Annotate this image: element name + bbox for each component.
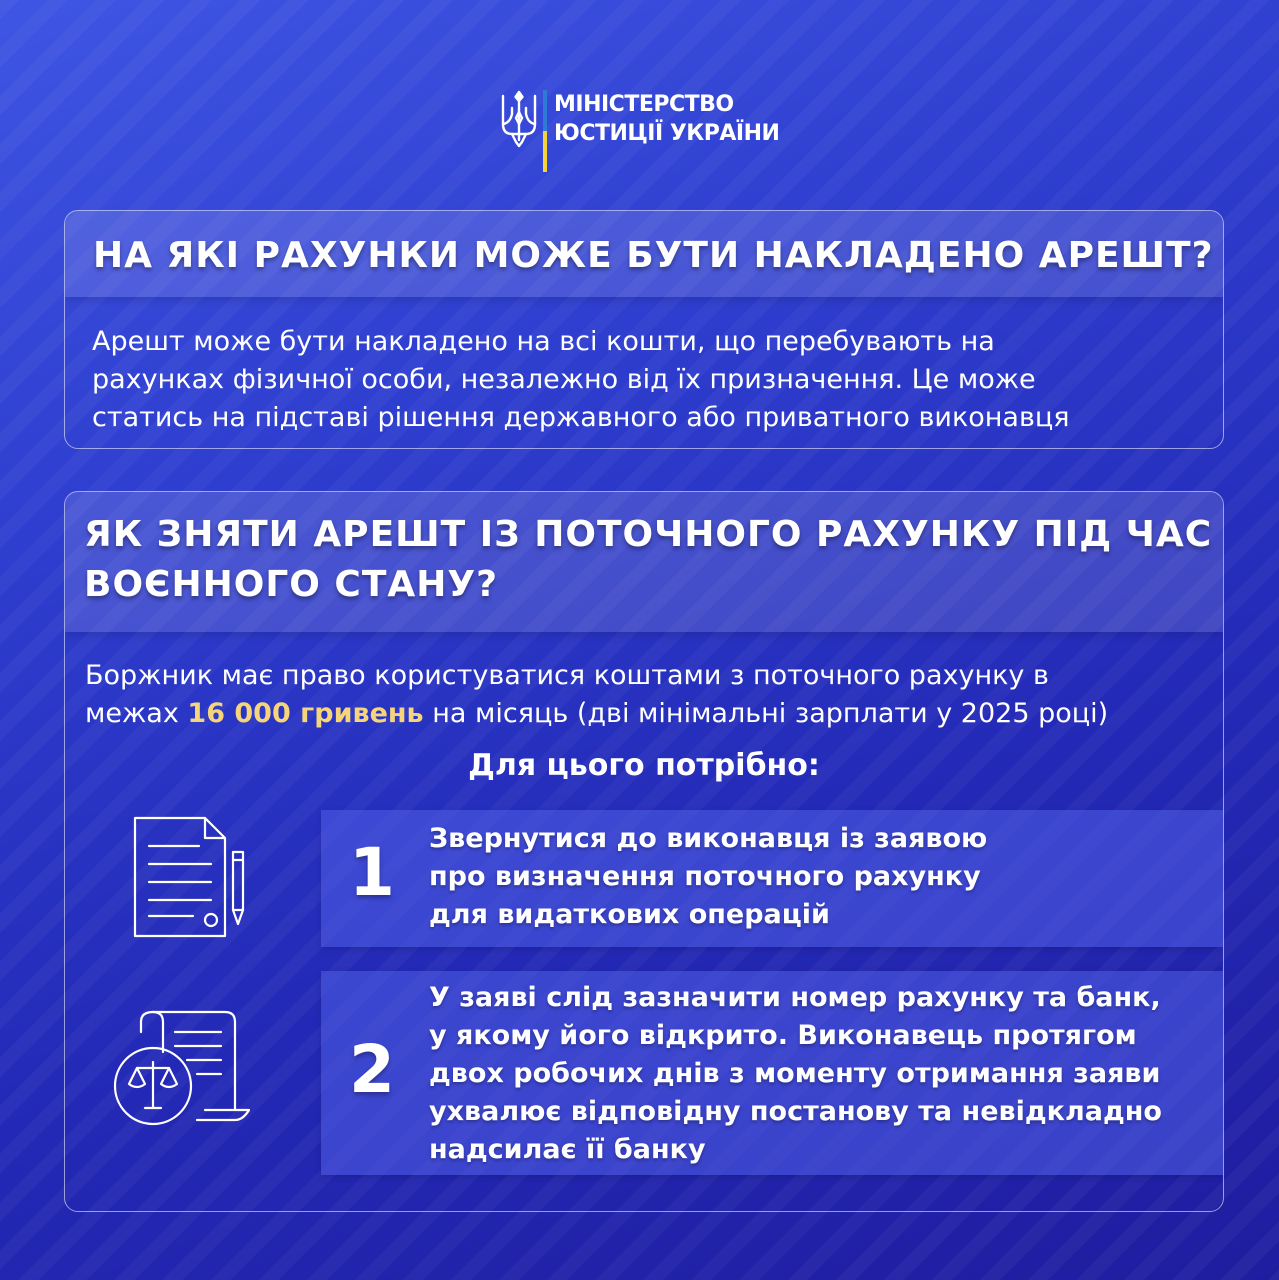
step-2: [321, 971, 1224, 1175]
section2-title-line: ЯК ЗНЯТИ АРЕШТ ІЗ ПОТОЧНОГО РАХУНКУ ПІД ЧАС: [84, 514, 1213, 555]
step-text: [429, 820, 987, 934]
amount-highlight: 16 000 гривень: [187, 698, 424, 729]
step-line: для видаткових операцій: [429, 899, 830, 930]
body-prefix: межах: [85, 698, 179, 729]
law-scroll-scales-icon: [109, 1002, 259, 1132]
section1-body: [92, 323, 1070, 437]
section-remove-arrest: [64, 491, 1224, 1212]
step-number: 2: [349, 1031, 395, 1108]
body-suffix: на місяць (дві мінімальні зарплати у 2025 році): [432, 698, 1109, 729]
section1-body-line: Арешт може бути накладено на всі кошти, що перебувають на: [92, 326, 995, 357]
step-line: ухвалює відповідну постанову та невідкладно: [429, 1096, 1162, 1127]
ministry-header: [500, 90, 800, 180]
step-line: Звернутися до виконавця із заявою: [429, 823, 988, 854]
section-which-accounts: [64, 210, 1224, 449]
needed-label: Для цього потрібно:: [468, 748, 820, 783]
section1-body-line: статись на підставі рішення державного або приватного виконавця: [92, 402, 1070, 433]
ministry-line-2: ЮСТИЦІЇ УКРАЇНИ: [554, 121, 780, 146]
ministry-line-1: МІНІСТЕРСТВО: [554, 92, 734, 117]
ministry-name: [554, 90, 779, 148]
step-line: у якому його відкрито. Виконавець протягом: [429, 1020, 1137, 1051]
section2-body-line: Боржник має право користуватися коштами з поточного рахунку в: [85, 660, 1049, 691]
step-line: надсилає її банку: [429, 1134, 706, 1165]
section1-title: НА ЯКІ РАХУНКИ МОЖЕ БУТИ НАКЛАДЕНО АРЕШТ?: [93, 235, 1214, 276]
document-pen-icon: [129, 812, 249, 942]
trident-icon: [500, 90, 538, 150]
section2-title-line: ВОЄННОГО СТАНУ?: [84, 564, 499, 605]
section1-body-line: рахунках фізичної особи, незалежно від їх призначення. Це може: [92, 364, 1036, 395]
step-line: У заяві слід зазначити номер рахунку та банк,: [429, 982, 1161, 1013]
flag-bar: [543, 90, 547, 172]
section2-title: [84, 510, 1212, 610]
step-text: [429, 979, 1162, 1169]
step-number: 1: [349, 834, 395, 911]
section2-body-line-2: [85, 695, 1108, 733]
step-1: [321, 810, 1224, 947]
step-line: двох робочих днів з моменту отримання заяви: [429, 1058, 1161, 1089]
step-line: про визначення поточного рахунку: [429, 861, 981, 892]
section2-body: [85, 657, 1108, 733]
